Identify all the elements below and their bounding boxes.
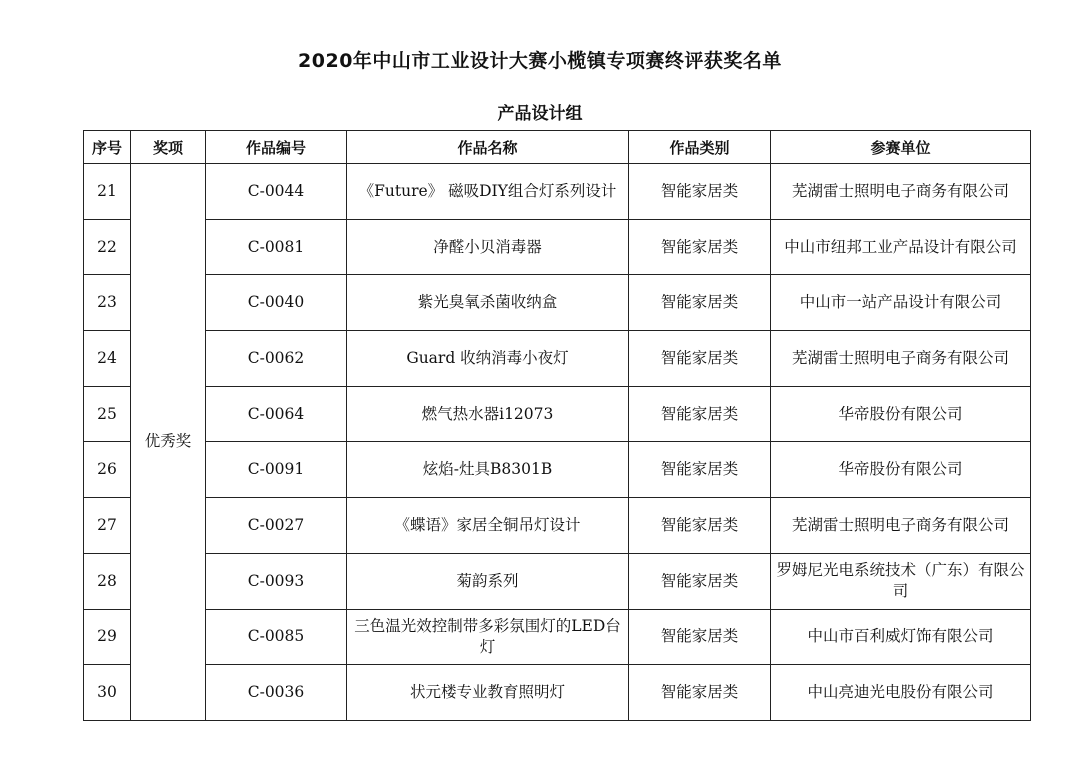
table-row <box>84 498 1031 554</box>
cell-category: 智能家居类 <box>629 331 771 387</box>
cell-org: 华帝股份有限公司 <box>771 442 1031 498</box>
cell-code: C-0062 <box>206 331 347 387</box>
cell-name: 紫光臭氧杀菌收纳盒 <box>347 275 629 331</box>
cell-code: C-0044 <box>206 164 347 220</box>
table-row <box>84 219 1031 275</box>
table-header-row <box>84 131 1031 164</box>
cell-name: Guard 收纳消毒小夜灯 <box>347 331 629 387</box>
table-row <box>84 665 1031 721</box>
cell-org: 芜湖雷士照明电子商务有限公司 <box>771 164 1031 220</box>
cell-seq: 26 <box>84 442 131 498</box>
header-name: 作品名称 <box>347 131 629 164</box>
cell-name: 状元楼专业教育照明灯 <box>347 665 629 721</box>
cell-category: 智能家居类 <box>629 275 771 331</box>
table-row <box>84 164 1031 220</box>
cell-seq: 29 <box>84 609 131 665</box>
page-title: 2020年中山市工业设计大赛小榄镇专项赛终评获奖名单 <box>298 50 782 72</box>
cell-org: 芜湖雷士照明电子商务有限公司 <box>771 498 1031 554</box>
cell-category: 智能家居类 <box>629 219 771 275</box>
cell-category: 智能家居类 <box>629 665 771 721</box>
table-row <box>84 609 1031 665</box>
cell-seq: 28 <box>84 553 131 609</box>
header-code: 作品编号 <box>206 131 347 164</box>
cell-category: 智能家居类 <box>629 498 771 554</box>
cell-seq: 23 <box>84 275 131 331</box>
cell-category: 智能家居类 <box>629 164 771 220</box>
cell-category: 智能家居类 <box>629 553 771 609</box>
group-subtitle: 产品设计组 <box>497 104 583 124</box>
cell-seq: 21 <box>84 164 131 220</box>
cell-award: 优秀奖 <box>131 164 206 721</box>
table-row <box>84 331 1031 387</box>
header-award: 奖项 <box>131 131 206 164</box>
cell-org: 华帝股份有限公司 <box>771 386 1031 442</box>
cell-category: 智能家居类 <box>629 386 771 442</box>
cell-code: C-0085 <box>206 609 347 665</box>
cell-seq: 25 <box>84 386 131 442</box>
table-body <box>84 164 1031 721</box>
header-category: 作品类别 <box>629 131 771 164</box>
table-row <box>84 275 1031 331</box>
cell-name: 炫焰-灶具B8301B <box>347 442 629 498</box>
cell-name: 净醛小贝消毒器 <box>347 219 629 275</box>
cell-seq: 27 <box>84 498 131 554</box>
table-row <box>84 553 1031 609</box>
cell-org: 中山亮迪光电股份有限公司 <box>771 665 1031 721</box>
cell-name: 三色温光效控制带多彩氛围灯的LED台灯 <box>347 609 629 665</box>
cell-category: 智能家居类 <box>629 442 771 498</box>
cell-code: C-0093 <box>206 553 347 609</box>
header-org: 参赛单位 <box>771 131 1031 164</box>
cell-category: 智能家居类 <box>629 609 771 665</box>
cell-org: 中山市百利威灯饰有限公司 <box>771 609 1031 665</box>
cell-seq: 24 <box>84 331 131 387</box>
header-seq: 序号 <box>84 131 131 164</box>
cell-name: 《Future》 磁吸DIY组合灯系列设计 <box>347 164 629 220</box>
cell-seq: 30 <box>84 665 131 721</box>
cell-org: 罗姆尼光电系统技术（广东）有限公司 <box>771 553 1031 609</box>
cell-code: C-0036 <box>206 665 347 721</box>
award-table <box>83 130 1031 721</box>
cell-org: 中山市纽邦工业产品设计有限公司 <box>771 219 1031 275</box>
cell-org: 芜湖雷士照明电子商务有限公司 <box>771 331 1031 387</box>
cell-name: 菊韵系列 <box>347 553 629 609</box>
cell-org: 中山市一站产品设计有限公司 <box>771 275 1031 331</box>
table-row <box>84 442 1031 498</box>
cell-name: 《蝶语》家居全铜吊灯设计 <box>347 498 629 554</box>
cell-code: C-0091 <box>206 442 347 498</box>
cell-code: C-0027 <box>206 498 347 554</box>
cell-name: 燃气热水器i12073 <box>347 386 629 442</box>
cell-code: C-0064 <box>206 386 347 442</box>
cell-seq: 22 <box>84 219 131 275</box>
table-row <box>84 386 1031 442</box>
cell-code: C-0040 <box>206 275 347 331</box>
cell-code: C-0081 <box>206 219 347 275</box>
